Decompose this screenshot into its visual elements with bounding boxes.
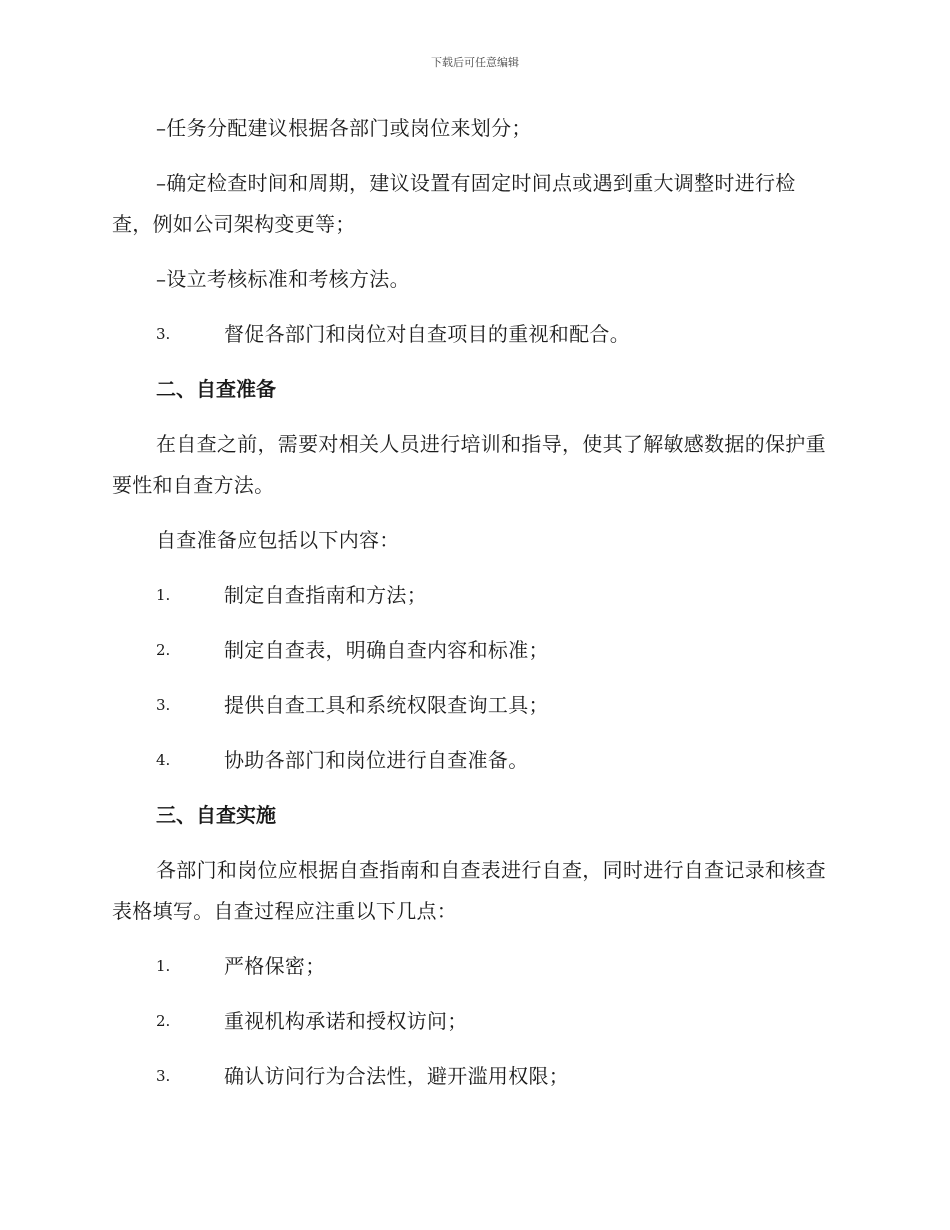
list-item-text: 重视机构承诺和授权访问；	[224, 1009, 468, 1033]
list-item-text: 协助各部门和岗位进行自查准备。	[224, 748, 529, 772]
list-item	[112, 314, 832, 355]
document-body	[112, 108, 832, 1111]
list-item-number: 2.	[156, 1012, 171, 1030]
list-item-number: 3.	[156, 696, 171, 714]
list-item	[112, 946, 832, 987]
list-item-number: 3.	[156, 325, 171, 343]
list-item	[112, 685, 832, 726]
page-header: 下载后可任意编辑	[431, 56, 519, 69]
list-item-text: 严格保密；	[224, 954, 326, 978]
list-item-number: 1.	[156, 957, 171, 975]
list-item-number: 3.	[156, 1067, 171, 1085]
paragraph-assessment-standard: –设立考核标准和考核方法。	[156, 267, 410, 291]
list-item-number: 1.	[156, 586, 171, 604]
paragraph-preparation-intro: 自查准备应包括以下内容：	[156, 528, 400, 552]
paragraph-training: 在自查之前，需要对相关人员进行培训和指导，使其了解敏感数据的保护重要性和自查方法。	[112, 432, 826, 497]
section-heading-preparation: 二、自查准备	[156, 377, 276, 401]
list-item-text: 制定自查指南和方法；	[224, 583, 427, 607]
list-item-number: 4.	[156, 751, 171, 769]
list-item	[112, 740, 832, 781]
paragraph-implementation: 各部门和岗位应根据自查指南和自查表进行自查，同时进行自查记录和核查表格填写。自查过程应注重以下几点：	[112, 858, 826, 923]
list-item-text: 提供自查工具和系统权限查询工具；	[224, 693, 549, 717]
section-heading-implementation: 三、自查实施	[156, 803, 276, 827]
list-item	[112, 1001, 832, 1042]
paragraph-check-schedule: –确定检查时间和周期，建议设置有固定时间点或遇到重大调整时进行检查，例如公司架构变更等；	[112, 171, 796, 236]
list-item	[112, 1056, 832, 1097]
paragraph-task-assignment: –任务分配建议根据各部门或岗位来划分；	[156, 116, 532, 140]
list-item-number: 2.	[156, 641, 171, 659]
list-item	[112, 630, 832, 671]
list-item-text: 制定自查表，明确自查内容和标准；	[224, 638, 549, 662]
list-item	[112, 575, 832, 616]
list-item-text: 督促各部门和岗位对自查项目的重视和配合。	[224, 322, 630, 346]
list-item-text: 确认访问行为合法性，避开滥用权限；	[224, 1064, 570, 1088]
